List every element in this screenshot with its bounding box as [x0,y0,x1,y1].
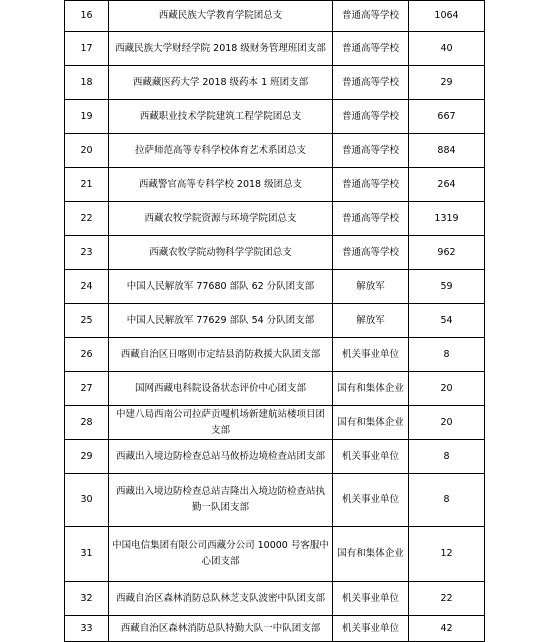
row-index: 19 [65,100,109,134]
table-row [65,440,485,474]
table-row [65,527,485,582]
org-type: 机关事业单位 [333,338,409,372]
org-type: 普通高等学校 [333,100,409,134]
org-type: 解放军 [333,270,409,304]
org-name: 西藏农牧学院资源与环境学院团总支 [109,202,333,236]
table-row [65,474,485,527]
org-name: 中国电信集团有限公司西藏分公司 10000 号客服中心团支部 [109,527,333,582]
table-row [65,168,485,202]
row-index: 18 [65,66,109,100]
org-name: 西藏民族大学教育学院团总支 [109,1,333,32]
row-index: 25 [65,304,109,338]
org-type: 机关事业单位 [333,474,409,527]
member-count: 42 [409,616,485,642]
org-name: 西藏警官高等专科学校 2018 级团总支 [109,168,333,202]
table-row [65,338,485,372]
row-index: 27 [65,372,109,406]
row-index: 33 [65,616,109,642]
table-row [65,202,485,236]
member-count: 667 [409,100,485,134]
member-count: 884 [409,134,485,168]
member-count: 29 [409,66,485,100]
organization-table [64,0,485,642]
row-index: 31 [65,527,109,582]
member-count: 40 [409,32,485,66]
member-count: 20 [409,372,485,406]
row-index: 22 [65,202,109,236]
member-count: 22 [409,582,485,616]
row-index: 20 [65,134,109,168]
member-count: 12 [409,527,485,582]
row-index: 21 [65,168,109,202]
member-count: 1064 [409,1,485,32]
table-row [65,304,485,338]
org-type: 国有和集体企业 [333,406,409,440]
row-index: 29 [65,440,109,474]
row-index: 17 [65,32,109,66]
row-index: 26 [65,338,109,372]
org-type: 普通高等学校 [333,134,409,168]
org-name: 西藏自治区森林消防总队特勤大队一中队团支部 [109,616,333,642]
table-row [65,616,485,642]
org-name: 中国人民解放军 77680 部队 62 分队团支部 [109,270,333,304]
table-row [65,66,485,100]
member-count: 8 [409,474,485,527]
org-type: 解放军 [333,304,409,338]
org-name: 西藏藏医药大学 2018 级药本 1 班团支部 [109,66,333,100]
org-name: 西藏农牧学院动物科学学院团总支 [109,236,333,270]
org-type: 机关事业单位 [333,440,409,474]
member-count: 54 [409,304,485,338]
table-row [65,236,485,270]
member-count: 8 [409,440,485,474]
table-row [65,270,485,304]
org-name: 拉萨师范高等专科学校体育艺术系团总支 [109,134,333,168]
table-row [65,100,485,134]
org-type: 国有和集体企业 [333,372,409,406]
table-row [65,372,485,406]
org-name: 国网西藏电科院设备状态评价中心团支部 [109,372,333,406]
row-index: 28 [65,406,109,440]
org-type: 机关事业单位 [333,582,409,616]
org-name: 西藏职业技术学院建筑工程学院团总支 [109,100,333,134]
row-index: 16 [65,1,109,32]
org-name: 西藏自治区日喀则市定结县消防救援大队团支部 [109,338,333,372]
table-row [65,1,485,32]
member-count: 8 [409,338,485,372]
org-name: 西藏民族大学财经学院 2018 级财务管理班团支部 [109,32,333,66]
row-index: 32 [65,582,109,616]
org-type: 普通高等学校 [333,236,409,270]
member-count: 20 [409,406,485,440]
member-count: 59 [409,270,485,304]
table-row [65,32,485,66]
table-row [65,582,485,616]
member-count: 264 [409,168,485,202]
table-row [65,134,485,168]
org-name: 中建八局西南公司拉萨贡嘎机场新建航站楼项目团支部 [109,406,333,440]
table-row [65,406,485,440]
row-index: 24 [65,270,109,304]
org-name: 西藏出入境边防检查总站吉隆出入境边防检查站执勤一队团支部 [109,474,333,527]
row-index: 30 [65,474,109,527]
org-name: 西藏出入境边防检查总站马攸桥边境检查站团支部 [109,440,333,474]
org-name: 中国人民解放军 77629 部队 54 分队团支部 [109,304,333,338]
row-index: 23 [65,236,109,270]
org-type: 普通高等学校 [333,66,409,100]
org-type: 普通高等学校 [333,32,409,66]
org-type: 国有和集体企业 [333,527,409,582]
member-count: 1319 [409,202,485,236]
org-type: 普通高等学校 [333,1,409,32]
org-type: 机关事业单位 [333,616,409,642]
member-count: 962 [409,236,485,270]
org-type: 普通高等学校 [333,202,409,236]
org-type: 普通高等学校 [333,168,409,202]
org-name: 西藏自治区森林消防总队林芝支队波密中队团支部 [109,582,333,616]
